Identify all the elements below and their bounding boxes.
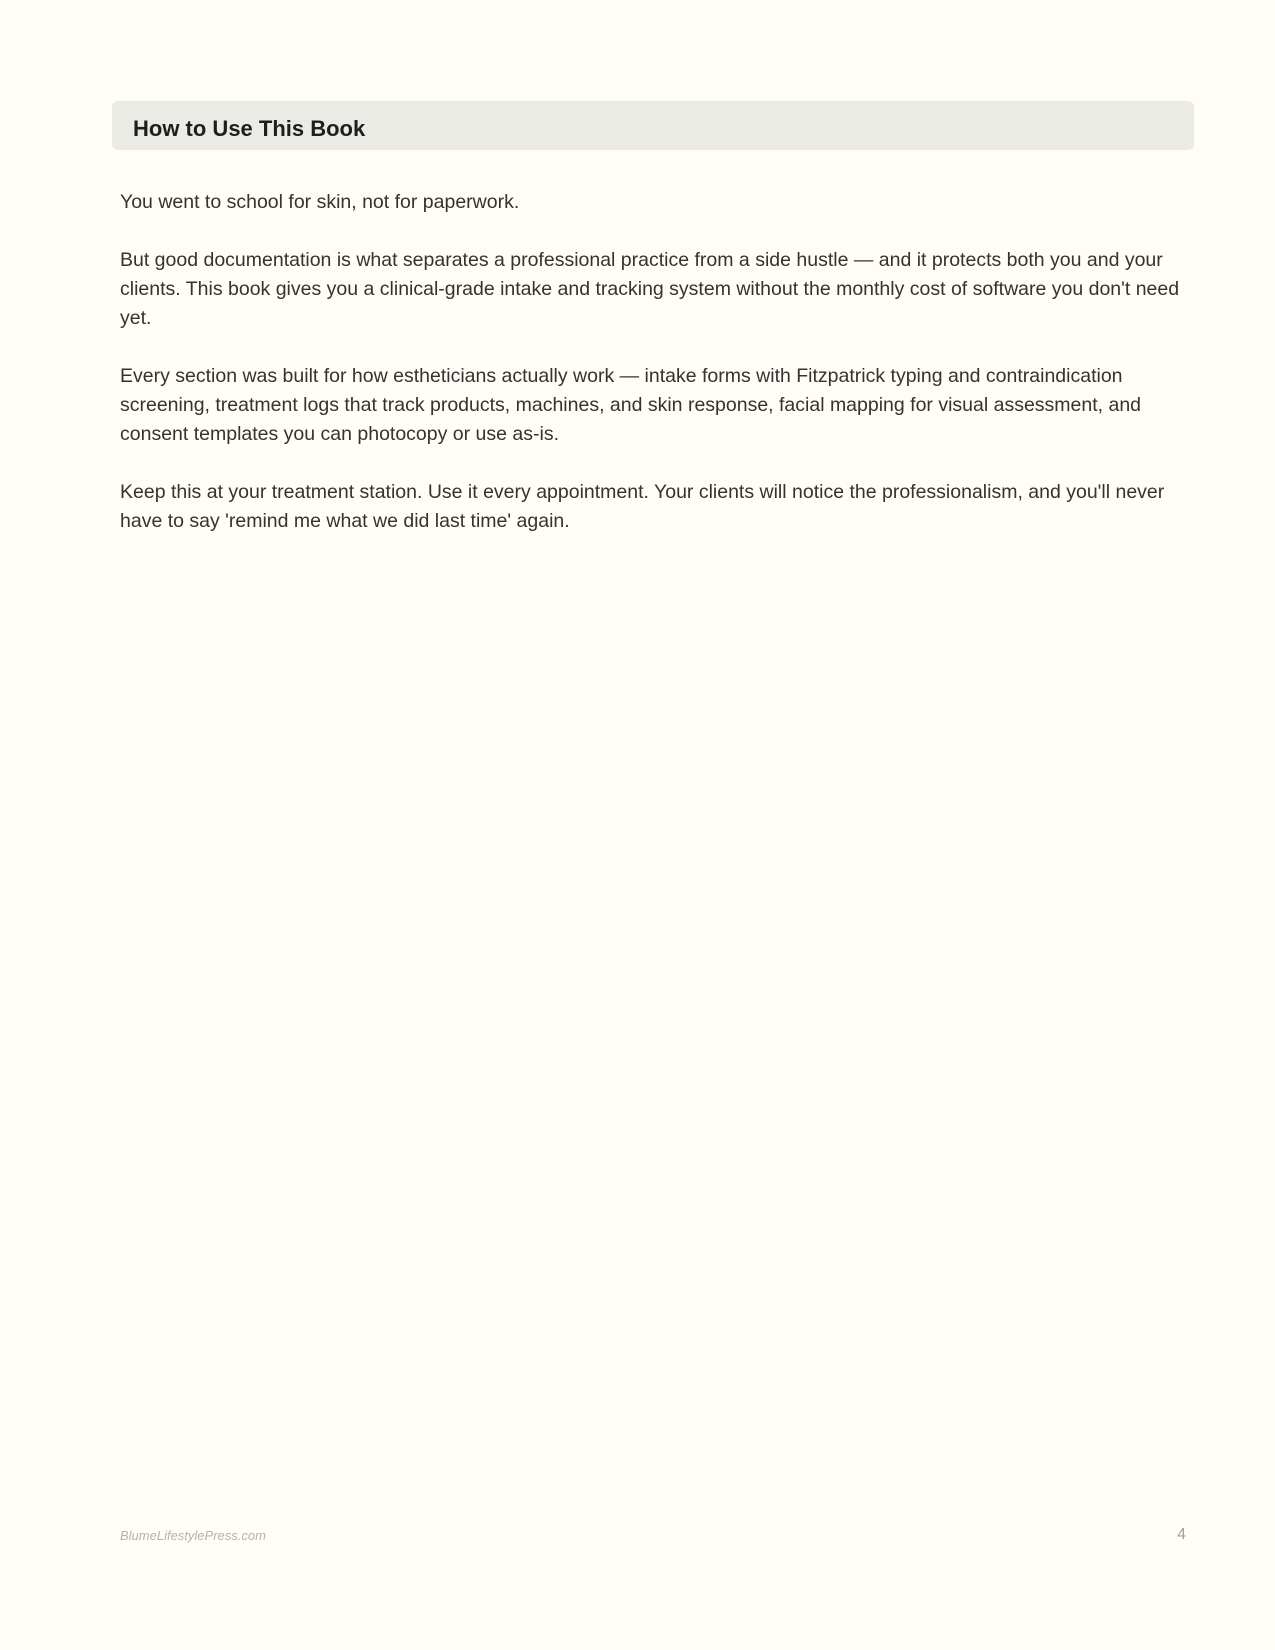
- section-header: [112, 101, 1194, 150]
- footer-website: BlumeLifestylePress.com: [120, 1528, 266, 1543]
- section-title: How to Use This Book: [133, 116, 366, 141]
- paragraph-documentation: But good documentation is what separates a professional practice from a side hustle — and it protects both you and your clients. This book gives you a clinical-grade intake and tracking system without the monthly cost of software you don't need yet.: [120, 249, 1180, 329]
- page-number: 4: [1177, 1526, 1186, 1543]
- body-text: [120, 188, 1190, 565]
- paragraph-sections: Every section was built for how estheticians actually work — intake forms with Fitzpatrick typing and contraindication screening, treatment logs that track products, machines, and skin response, facial mapping for visual assessment, and consent templates you can photocopy or use as-is.: [120, 365, 1142, 445]
- paragraph-intro: You went to school for skin, not for paperwork.: [120, 191, 520, 213]
- paragraph-usage: Keep this at your treatment station. Use it every appointment. Your clients will notice the professionalism, and you'll never have to say 'remind me what we did last time' again.: [120, 481, 1165, 532]
